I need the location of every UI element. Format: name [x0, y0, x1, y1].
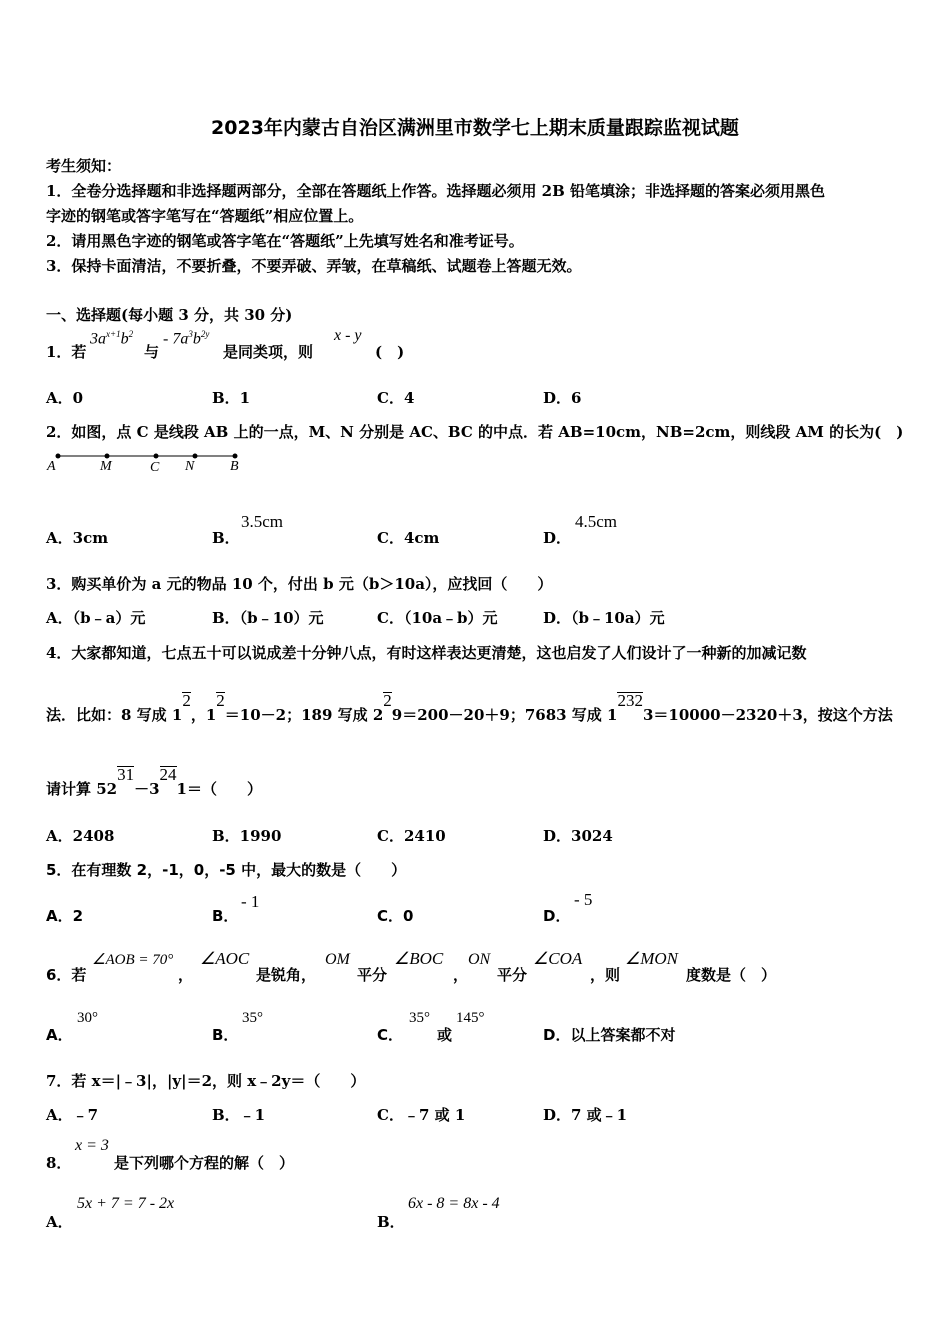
q6-prefix: 6．若 [46, 966, 87, 984]
q1-option-b[interactable]: B．1 [212, 389, 251, 407]
point-a [56, 454, 61, 459]
q3-option-b[interactable]: B．（b﹣10）元 [212, 609, 324, 627]
q6-angle-aoc: ∠AOC [200, 949, 250, 968]
q4-line1: 4．大家都知道，七点五十可以说成差十分钟八点，有时这样表达更清楚，这也启发了人们设计了一种新的加减记数 [46, 644, 807, 662]
q6-option-b[interactable]: B． [212, 1026, 239, 1044]
q2-option-b-value: 3.5cm [241, 512, 284, 531]
q6-option-c-value1: 35° [409, 1010, 430, 1026]
notice-line: 字迹的钢笔或答字笔写在“答题纸”相应位置上。 [46, 207, 364, 225]
q6-angle-aob: ∠AOB = 70° [92, 952, 174, 968]
q1-mid: 是同类项，则 [223, 343, 314, 361]
q6-angle-coa: ∠COA [533, 949, 583, 968]
q3-option-a[interactable]: A．（b﹣a）元 [46, 609, 146, 627]
q6-angle-boc: ∠BOC [394, 949, 444, 968]
q1-option-d[interactable]: D．6 [543, 389, 582, 407]
q3-text: 3．购买单价为 a 元的物品 10 个，付出 b 元（b＞10a），应找回（ ） [46, 575, 553, 593]
q1-expr3: x - y [334, 327, 362, 344]
q6-comma: ， [178, 966, 194, 984]
q8-equation: x = 3 [75, 1137, 109, 1154]
section-heading: 一、选择题(每小题 3 分，共 30 分) [46, 306, 293, 324]
q6-angle-mon: ∠MON [625, 949, 679, 968]
notice-line: 2．请用黑色字迹的钢笔或答字笔在“答题纸”上先填写姓名和准考证号。 [46, 232, 524, 250]
label-c: C [150, 460, 160, 475]
q6-option-a[interactable]: A． [46, 1026, 73, 1044]
notice-line: 3．保持卡面清洁，不要折叠，不要弄破、弄皱，在草稿纸、试题卷上答题无效。 [46, 257, 582, 275]
q6-option-c-value2: 145° [456, 1010, 485, 1026]
q2-option-c[interactable]: C．4cm [377, 529, 440, 547]
q4-line3: 请计算 5231－3241＝（ ） [46, 765, 262, 798]
q6-option-c[interactable]: C． [377, 1026, 404, 1044]
point-b [233, 454, 238, 459]
q8-option-a[interactable]: A． [46, 1213, 73, 1231]
notice-heading: 考生须知： [46, 157, 122, 175]
q6-option-d[interactable]: D．以上答案都不对 [543, 1026, 676, 1044]
q6-on: ON [468, 951, 491, 968]
q1-paren: ( ) [375, 343, 405, 361]
q5-option-d[interactable]: D． [543, 907, 571, 925]
label-b: B [230, 459, 239, 474]
q6-text3: 平分 [497, 966, 528, 984]
q5-option-a[interactable]: A．2 [46, 907, 84, 925]
q6-option-a-value: 30° [77, 1010, 98, 1026]
q6-om: OM [325, 951, 350, 968]
q5-option-b[interactable]: B． [212, 907, 239, 925]
q5-text: 5．在有理数 2，-1，0，-5 中，最大的数是（ ） [46, 861, 407, 879]
label-n: N [185, 459, 195, 474]
q2-text: 2．如图，点 C 是线段 AB 上的一点，M、N 分别是 AC、BC 的中点．若 AB=10cm，NB=2cm，则线段 AM 的长为( ) [46, 423, 904, 441]
q5-option-b-value: - 1 [241, 892, 260, 911]
label-m: M [100, 459, 112, 474]
q5-option-c[interactable]: C．0 [377, 907, 414, 925]
q8-text: 是下列哪个方程的解（ ） [114, 1154, 295, 1172]
point-c [154, 454, 159, 459]
q3-option-d[interactable]: D．（b﹣10a）元 [543, 609, 665, 627]
q8-option-a-value: 5x + 7 = 7 - 2x [77, 1195, 175, 1212]
q2-option-d-value: 4.5cm [575, 512, 618, 531]
q5-option-d-value: - 5 [574, 890, 593, 909]
q6-option-b-value: 35° [242, 1010, 263, 1026]
q6-text1: 是锐角， [256, 966, 317, 984]
q7-text: 7．若 x＝|﹣3|，|y|＝2，则 x﹣2y＝（ ） [46, 1072, 366, 1090]
q8-prefix: 8． [46, 1154, 72, 1172]
q2-line-segment-figure [40, 448, 250, 478]
q1-prefix: 1．若 [46, 343, 87, 361]
q8-option-b-value: 6x - 8 = 8x - 4 [408, 1195, 500, 1212]
q3-option-c[interactable]: C．（10a﹣b）元 [377, 609, 498, 627]
q1-expr1: $3a^{x+1}b^2$ [90, 329, 134, 348]
q7-option-b[interactable]: B．﹣1 [212, 1106, 266, 1124]
q6-option-c-or: 或 [437, 1026, 453, 1044]
q1-option-c[interactable]: C．4 [377, 389, 415, 407]
q1-expr2: - $7a^3b^{2y}$ [163, 329, 210, 348]
q7-option-d[interactable]: D．7 或﹣1 [543, 1106, 628, 1124]
q6-text4: ，则 [590, 966, 621, 984]
q7-option-a[interactable]: A．﹣7 [46, 1106, 99, 1124]
page-title: 2023年内蒙古自治区满洲里市数学七上期末质量跟踪监视试题 [211, 117, 739, 139]
q8-option-b[interactable]: B． [377, 1213, 405, 1231]
q1-and: 与 [144, 343, 160, 361]
q6-comma2: ， [453, 966, 469, 984]
q4-line2: 法．比如：8 写成 12，12＝10－2；189 写成 229＝200－20＋9；7683 写成 12323＝10000－2320＋3，按这个方法 [46, 691, 893, 724]
q2-option-a[interactable]: A．3cm [46, 529, 109, 547]
point-m [105, 454, 110, 459]
notice-line: 1．全卷分选择题和非选择题两部分，全部在答题纸上作答。选择题必须用 2B 铅笔填涂；非选择题的答案必须用黑色 [46, 182, 826, 200]
q4-option-d[interactable]: D．3024 [543, 827, 613, 845]
q4-option-c[interactable]: C．2410 [377, 827, 446, 845]
q7-option-c[interactable]: C．﹣7 或 1 [377, 1106, 466, 1124]
q6-text2: 平分 [357, 966, 388, 984]
q2-option-b[interactable]: B． [212, 529, 240, 547]
label-a: A [47, 459, 56, 474]
q6-text5: 度数是（ ） [686, 966, 777, 984]
q1-option-a[interactable]: A．0 [46, 389, 84, 407]
q4-option-a[interactable]: A．2408 [46, 827, 115, 845]
point-n [193, 454, 198, 459]
q2-option-d[interactable]: D． [543, 529, 572, 547]
q4-option-b[interactable]: B．1990 [212, 827, 282, 845]
